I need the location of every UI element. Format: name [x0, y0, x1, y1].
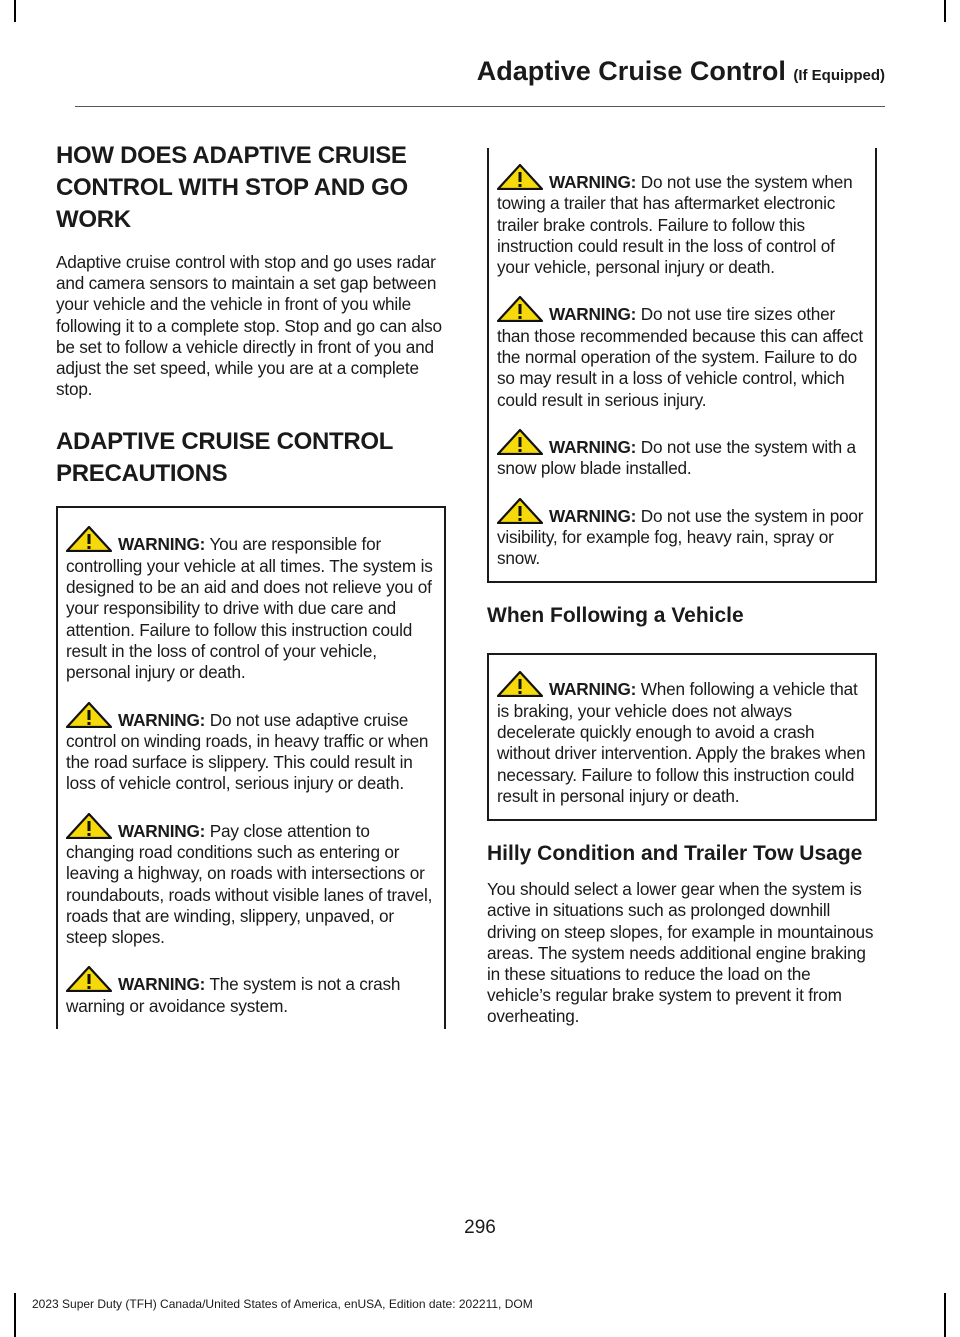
subsection-heading: Hilly Condition and Trailer Tow Usage — [487, 842, 863, 866]
warning-triangle-icon — [497, 296, 543, 322]
warning-text: Do not use the system in poor visibility, for example fog, heavy rain, spray or snow. — [497, 505, 864, 569]
warning-label: WARNING: — [549, 679, 637, 700]
warning-triangle-icon — [66, 813, 112, 839]
warning-text: Do not use the system with a snow plow blade installed. — [497, 436, 856, 479]
left-column — [56, 140, 446, 1051]
warning-item — [66, 813, 436, 949]
warning-text: You are responsible for controlling your vehicle at all times. The system is designed to be an aid and does not relieve you of your responsibility to drive with due care and attention. Failure to follow this instruction could result in the loss of control of your vehicle, personal injury or death. — [66, 534, 433, 683]
warning-item — [497, 296, 867, 410]
crop-mark — [14, 1293, 16, 1337]
crop-mark — [944, 0, 946, 22]
warning-text: Do not use tire sizes other than those recommended because this can affect the normal operation of the system. Failure to do so may result in a loss of vehicle control, which could result in serious injury. — [497, 304, 863, 410]
warning-box — [487, 148, 877, 583]
body-paragraph: You should select a lower gear when the system is active in situations such as prolonged downhill driving on steep slopes, for example in mountainous areas. The system needs additional engine braking in these situations to reduce the load on the vehicle’s regular brake system to prevent it from overheating. — [487, 879, 874, 1027]
warning-text: Do not use adaptive cruise control on winding roads, in heavy traffic or when the road surface is slippery. This could result in loss of vehicle control, serious injury or death. — [66, 709, 429, 794]
warning-triangle-icon — [497, 671, 543, 697]
page-number: 296 — [464, 1217, 496, 1238]
page-title: Adaptive Cruise Control — [476, 56, 786, 86]
warning-triangle-icon — [66, 966, 112, 992]
warning-item — [497, 164, 867, 278]
body-paragraph: Adaptive cruise control with stop and go uses radar and camera sensors to maintain a set gap between your vehicle and the vehicle in front of you while following it to a complete stop. Stop and go can also be set to follow a vehicle directly in front of you and adjust the set speed, while you are at a complete stop. — [56, 252, 442, 400]
edition-note: 2023 Super Duty (TFH) Canada/United States of America, enUSA, Edition date: 202211, DOM — [32, 1297, 533, 1311]
right-column — [487, 148, 877, 1054]
page-header — [75, 56, 885, 87]
header-rule — [75, 106, 885, 107]
warning-label: WARNING: — [549, 304, 637, 325]
section-heading: HOW DOES ADAPTIVE CRUISE CONTROL WITH STOP AND GO WORK — [56, 142, 408, 233]
crop-mark — [944, 1293, 946, 1337]
warning-label: WARNING: — [118, 534, 206, 555]
warning-item — [497, 429, 867, 480]
warning-item — [66, 966, 436, 1017]
warning-label: WARNING: — [118, 709, 206, 730]
warning-box — [487, 653, 877, 821]
warning-label: WARNING: — [549, 436, 637, 457]
warning-triangle-icon — [497, 164, 543, 190]
warning-label: WARNING: — [549, 505, 637, 526]
crop-mark — [14, 0, 16, 22]
warning-triangle-icon — [497, 429, 543, 455]
warning-text: The system is not a crash warning or avoidance system. — [66, 974, 401, 1016]
page-title-qualifier: (If Equipped) — [793, 67, 885, 84]
warning-item — [66, 526, 436, 683]
section-heading: ADAPTIVE CRUISE CONTROL PRECAUTIONS — [56, 428, 393, 488]
warning-text: Do not use the system when towing a trailer that has aftermarket electronic trailer brake controls. Failure to follow this instruction could result in the loss of control of your vehicle, personal injury or death. — [497, 172, 853, 278]
warning-label: WARNING: — [118, 974, 206, 995]
subsection-heading: When Following a Vehicle — [487, 604, 744, 628]
warning-label: WARNING: — [118, 820, 206, 841]
warning-item — [497, 671, 867, 807]
warning-box — [56, 506, 446, 1029]
warning-triangle-icon — [66, 702, 112, 728]
warning-text: When following a vehicle that is braking, your vehicle does not always decelerate quickly enough to avoid a crash without driver intervention. Apply the brakes when necessary. Failure to follow this instruction could result in personal injury or death. — [497, 679, 866, 806]
warning-label: WARNING: — [549, 172, 637, 192]
warning-text: Pay close attention to changing road conditions such as entering or leaving a highway, on roads with intersections or roundabouts, roads without visible lanes of travel, roads that are winding, slippery, unpaved, or steep slopes. — [66, 820, 433, 948]
warning-triangle-icon — [66, 526, 112, 552]
warning-item — [497, 498, 867, 570]
warning-triangle-icon — [497, 498, 543, 524]
warning-item — [66, 702, 436, 795]
